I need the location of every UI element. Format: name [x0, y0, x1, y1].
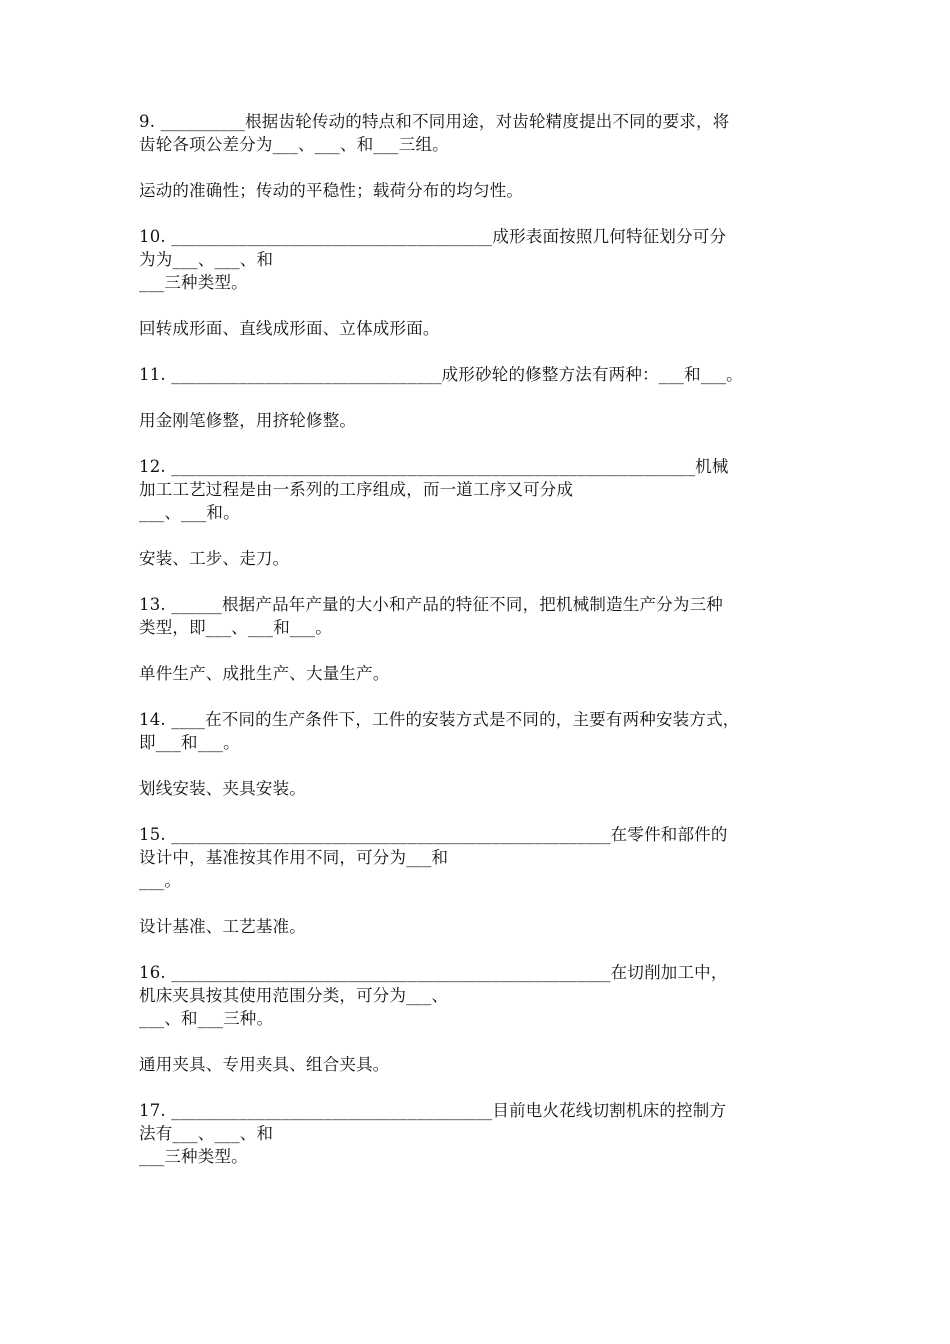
question-line: ___、___和。	[139, 503, 240, 522]
question-block	[139, 110, 829, 202]
question-block	[139, 1099, 829, 1168]
document-page	[139, 110, 829, 1168]
answer-text: 划线安装、夹具安装。	[139, 779, 306, 798]
question-block	[139, 363, 829, 432]
question-block	[139, 225, 829, 340]
question-block	[139, 455, 829, 570]
answer-text: 用金刚笔修整，用挤轮修整。	[139, 411, 357, 430]
answer-text: 安装、工步、走刀。	[139, 549, 290, 568]
question-line: 机床夹具按其使用范围分类，可分为___、	[139, 986, 449, 1005]
question-line: 11. ________________________________成形砂轮的修整方法有两种：___和___。	[139, 365, 743, 384]
question-line: 10. ______________________________________成形表面按照几何特征划分可分	[139, 227, 727, 246]
question-line: 12. ______________________________________________________________机械	[139, 457, 729, 476]
question-line: 齿轮各项公差分为___、___、和___三组。	[139, 135, 449, 154]
question-line: ___三种类型。	[139, 273, 248, 292]
question-block	[139, 708, 829, 800]
question-line: 14. ____在不同的生产条件下，工件的安装方式是不同的，主要有两种安装方式，	[139, 710, 740, 729]
question-line: 15. ____________________________________________________在零件和部件的	[139, 825, 728, 844]
question-line: 类型，即___、___和___。	[139, 618, 332, 637]
question-line: 加工工艺过程是由一系列的工序组成，而一道工序又可分成	[139, 480, 574, 499]
question-line: ___、和___三种。	[139, 1009, 274, 1028]
question-line: 16. ____________________________________________________在切削加工中，	[139, 963, 728, 982]
question-line: 9. __________根据齿轮传动的特点和不同用途，对齿轮精度提出不同的要求，将	[139, 112, 730, 131]
question-block	[139, 823, 829, 938]
question-line: 17. ______________________________________目前电火花线切割机床的控制方	[139, 1101, 727, 1120]
question-line: ___。	[139, 871, 182, 890]
question-line: 为为___、___、和	[139, 250, 274, 269]
question-line: 设计中，基准按其作用不同，可分为___和	[139, 848, 449, 867]
question-block	[139, 961, 829, 1076]
question-line: 法有___、___、和	[139, 1124, 274, 1143]
question-block	[139, 593, 829, 685]
answer-text: 单件生产、成批生产、大量生产。	[139, 664, 390, 683]
answer-text: 回转成形面、直线成形面、立体成形面。	[139, 319, 440, 338]
answer-text: 设计基准、工艺基准。	[139, 917, 306, 936]
question-line: 即___和___。	[139, 733, 240, 752]
question-line: ___三种类型。	[139, 1147, 248, 1166]
answer-text: 运动的准确性；传动的平稳性；载荷分布的均匀性。	[139, 181, 524, 200]
answer-text: 通用夹具、专用夹具、组合夹具。	[139, 1055, 390, 1074]
question-line: 13. ______根据产品年产量的大小和产品的特征不同，把机械制造生产分为三种	[139, 595, 723, 614]
